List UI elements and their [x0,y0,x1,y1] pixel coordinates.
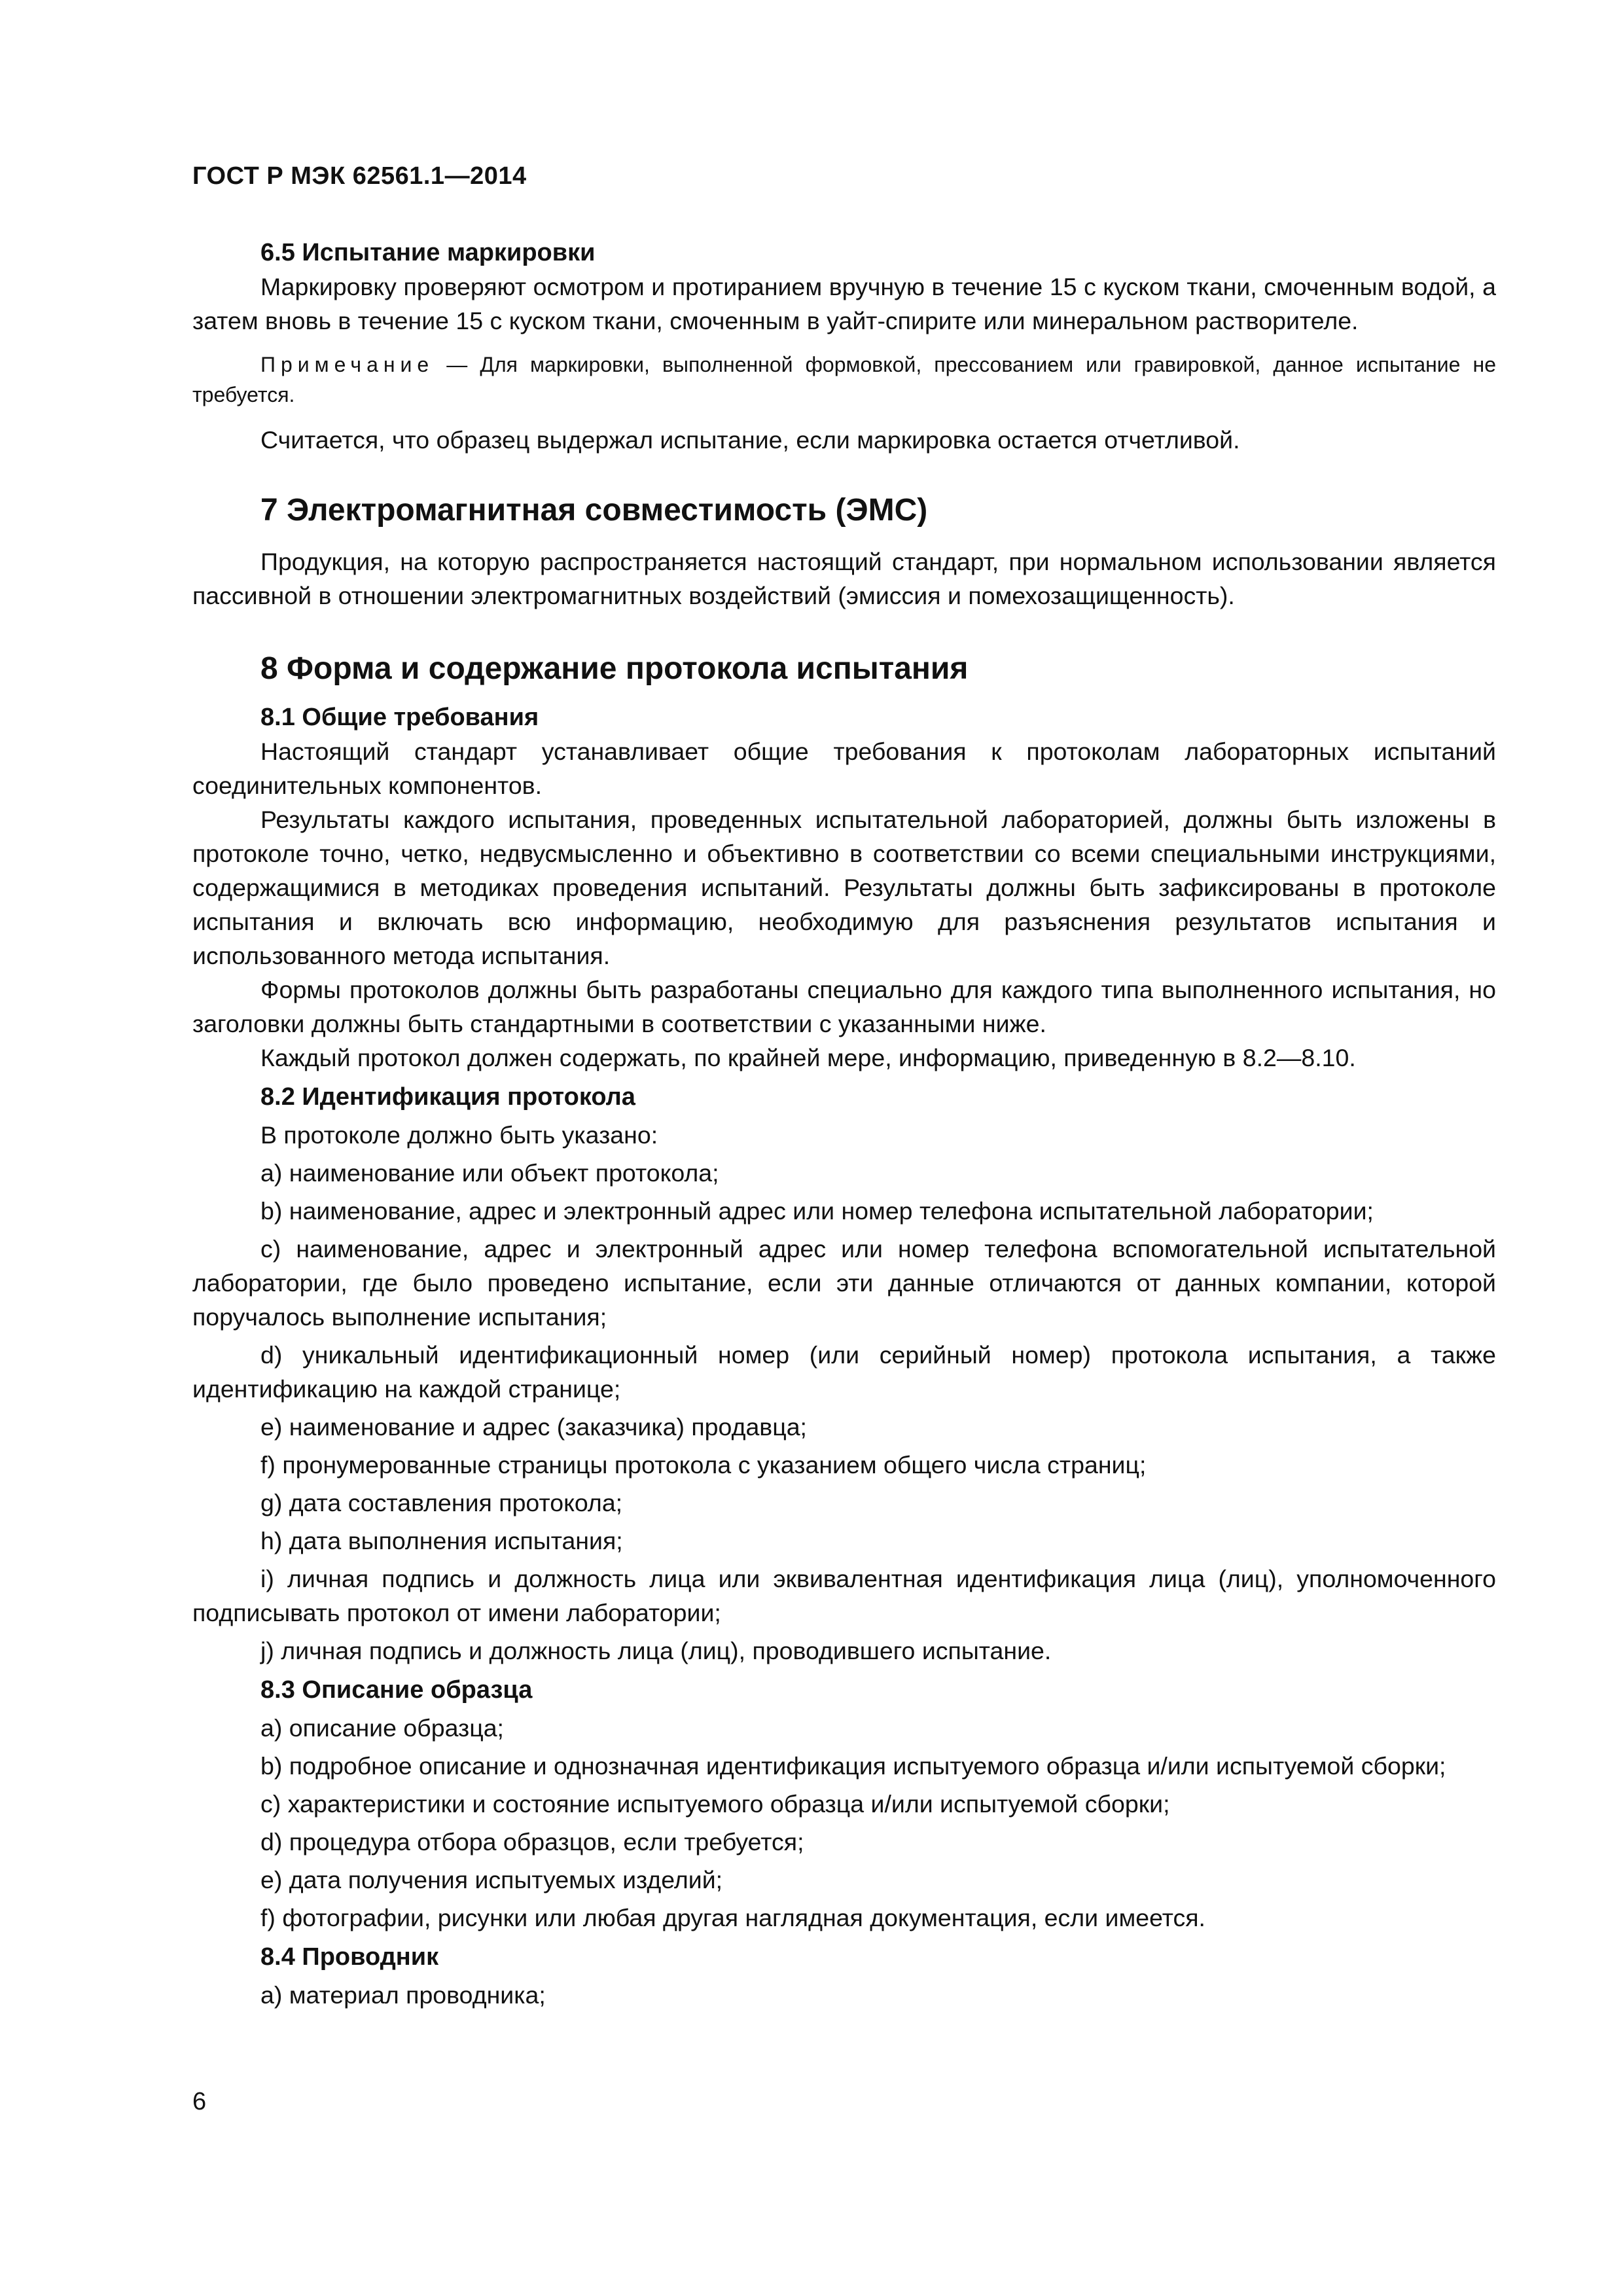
list-item: g) дата составления протокола; [260,1489,623,1516]
list-item: f) фотографии, рисунки или любая другая наглядная документация, если имеется. [260,1904,1205,1931]
list-item: a) наименование или объект протокола; [260,1159,719,1187]
note-text: — Для маркировки, выполненной формовкой, прессованием или гравировкой, данное испытание не требуется. [192,353,1496,406]
page-number: 6 [192,2088,207,2115]
section-8-1-paragraph-4: Каждый протокол должен содержать, по крайней мере, информацию, приведенную в 8.2—8.10. [260,1044,1356,1071]
list-item: b) наименование, адрес и электронный адрес или номер телефона испытательной лаборатории; [260,1197,1374,1225]
section-8-2-title: 8.2 Идентификация протокола [260,1083,635,1111]
section-7-paragraph: Продукция, на которую распространяется настоящий стандарт, при нормальном использовании является пассивной в отношении электромагнитных воздействий (эмиссия и помехозащищенность). [192,548,1496,609]
section-8-1-paragraph-2: Результаты каждого испытания, проведенных испытательной лабораторией, должны быть изложены в протоколе точно, четко, недвусмысленно и объективно в соответствии со всеми специальными инструкциями, содержащимися в методиках проведения испытаний. Результаты должны быть зафиксированы в протоколе испытания и включать всю информацию, необходимую для разъяснения результатов испытания и использованного метода испытания. [192,806,1496,969]
section-8-4-title: 8.4 Проводник [260,1943,439,1971]
section-8-title: 8 Форма и содержание протокола испытания [260,651,969,686]
section-8-3-title: 8.3 Описание образца [260,1676,533,1704]
document-code-header: ГОСТ Р МЭК 62561.1—2014 [192,162,527,190]
section-6-5-title: 6.5 Испытание маркировки [260,239,596,266]
section-6-5-conclusion: Считается, что образец выдержал испытание, если маркировка остается отчетливой. [260,426,1240,454]
list-item: j) личная подпись и должность лица (лиц), проводившего испытание. [260,1637,1052,1664]
page-body [192,236,1496,2012]
list-item: i) личная подпись и должность лица или эквивалентная идентификация лица (лиц), уполномоченного подписывать протокол от имени лаборатории; [192,1565,1496,1626]
list-item: c) характеристики и состояние испытуемого образца и/или испытуемой сборки; [260,1790,1170,1818]
list-item: h) дата выполнения испытания; [260,1527,623,1554]
note [192,350,1496,410]
section-8-1-paragraph-3: Формы протоколов должны быть разработаны специально для каждого типа выполненного испытания, но заголовки должны быть стандартными в соответствии с указанными ниже. [192,976,1496,1037]
list-item: d) процедура отбора образцов, если требуется; [260,1828,804,1856]
section-8-1-paragraph-1: Настоящий стандарт устанавливает общие требования к протоколам лабораторных испытаний соединительных компонентов. [192,738,1496,799]
section-6-5-paragraph: Маркировку проверяют осмотром и протиранием вручную в течение 15 с куском ткани, смоченным водой, а затем вновь в течение 15 с куском ткани, смоченным в уайт-спирите или минеральном растворителе. [192,273,1496,334]
section-8-1-title: 8.1 Общие требования [260,704,539,731]
list-item: a) описание образца; [260,1714,504,1742]
list-item: b) подробное описание и однозначная идентификация испытуемого образца и/или испытуемой сборки; [260,1752,1446,1780]
section-8-2-intro: В протоколе должно быть указано: [260,1121,658,1149]
list-item: f) пронумерованные страницы протокола с указанием общего числа страниц; [260,1451,1147,1479]
section-7-title: 7 Электромагнитная совместимость (ЭМС) [260,493,928,528]
list-item: e) дата получения испытуемых изделий; [260,1866,723,1893]
list-item: c) наименование, адрес и электронный адрес или номер телефона вспомогательной испытательной лаборатории, где было проведено испытание, если эти данные отличаются от данных компании, которой поручалось выполнение испытания; [192,1235,1496,1331]
list-item: a) материал проводника; [260,1981,546,2009]
list-item: d) уникальный идентификационный номер (или серийный номер) протокола испытания, а также идентификацию на каждой странице; [192,1341,1496,1403]
list-item: e) наименование и адрес (заказчика) продавца; [260,1413,807,1441]
note-label: Примечание [260,353,435,376]
